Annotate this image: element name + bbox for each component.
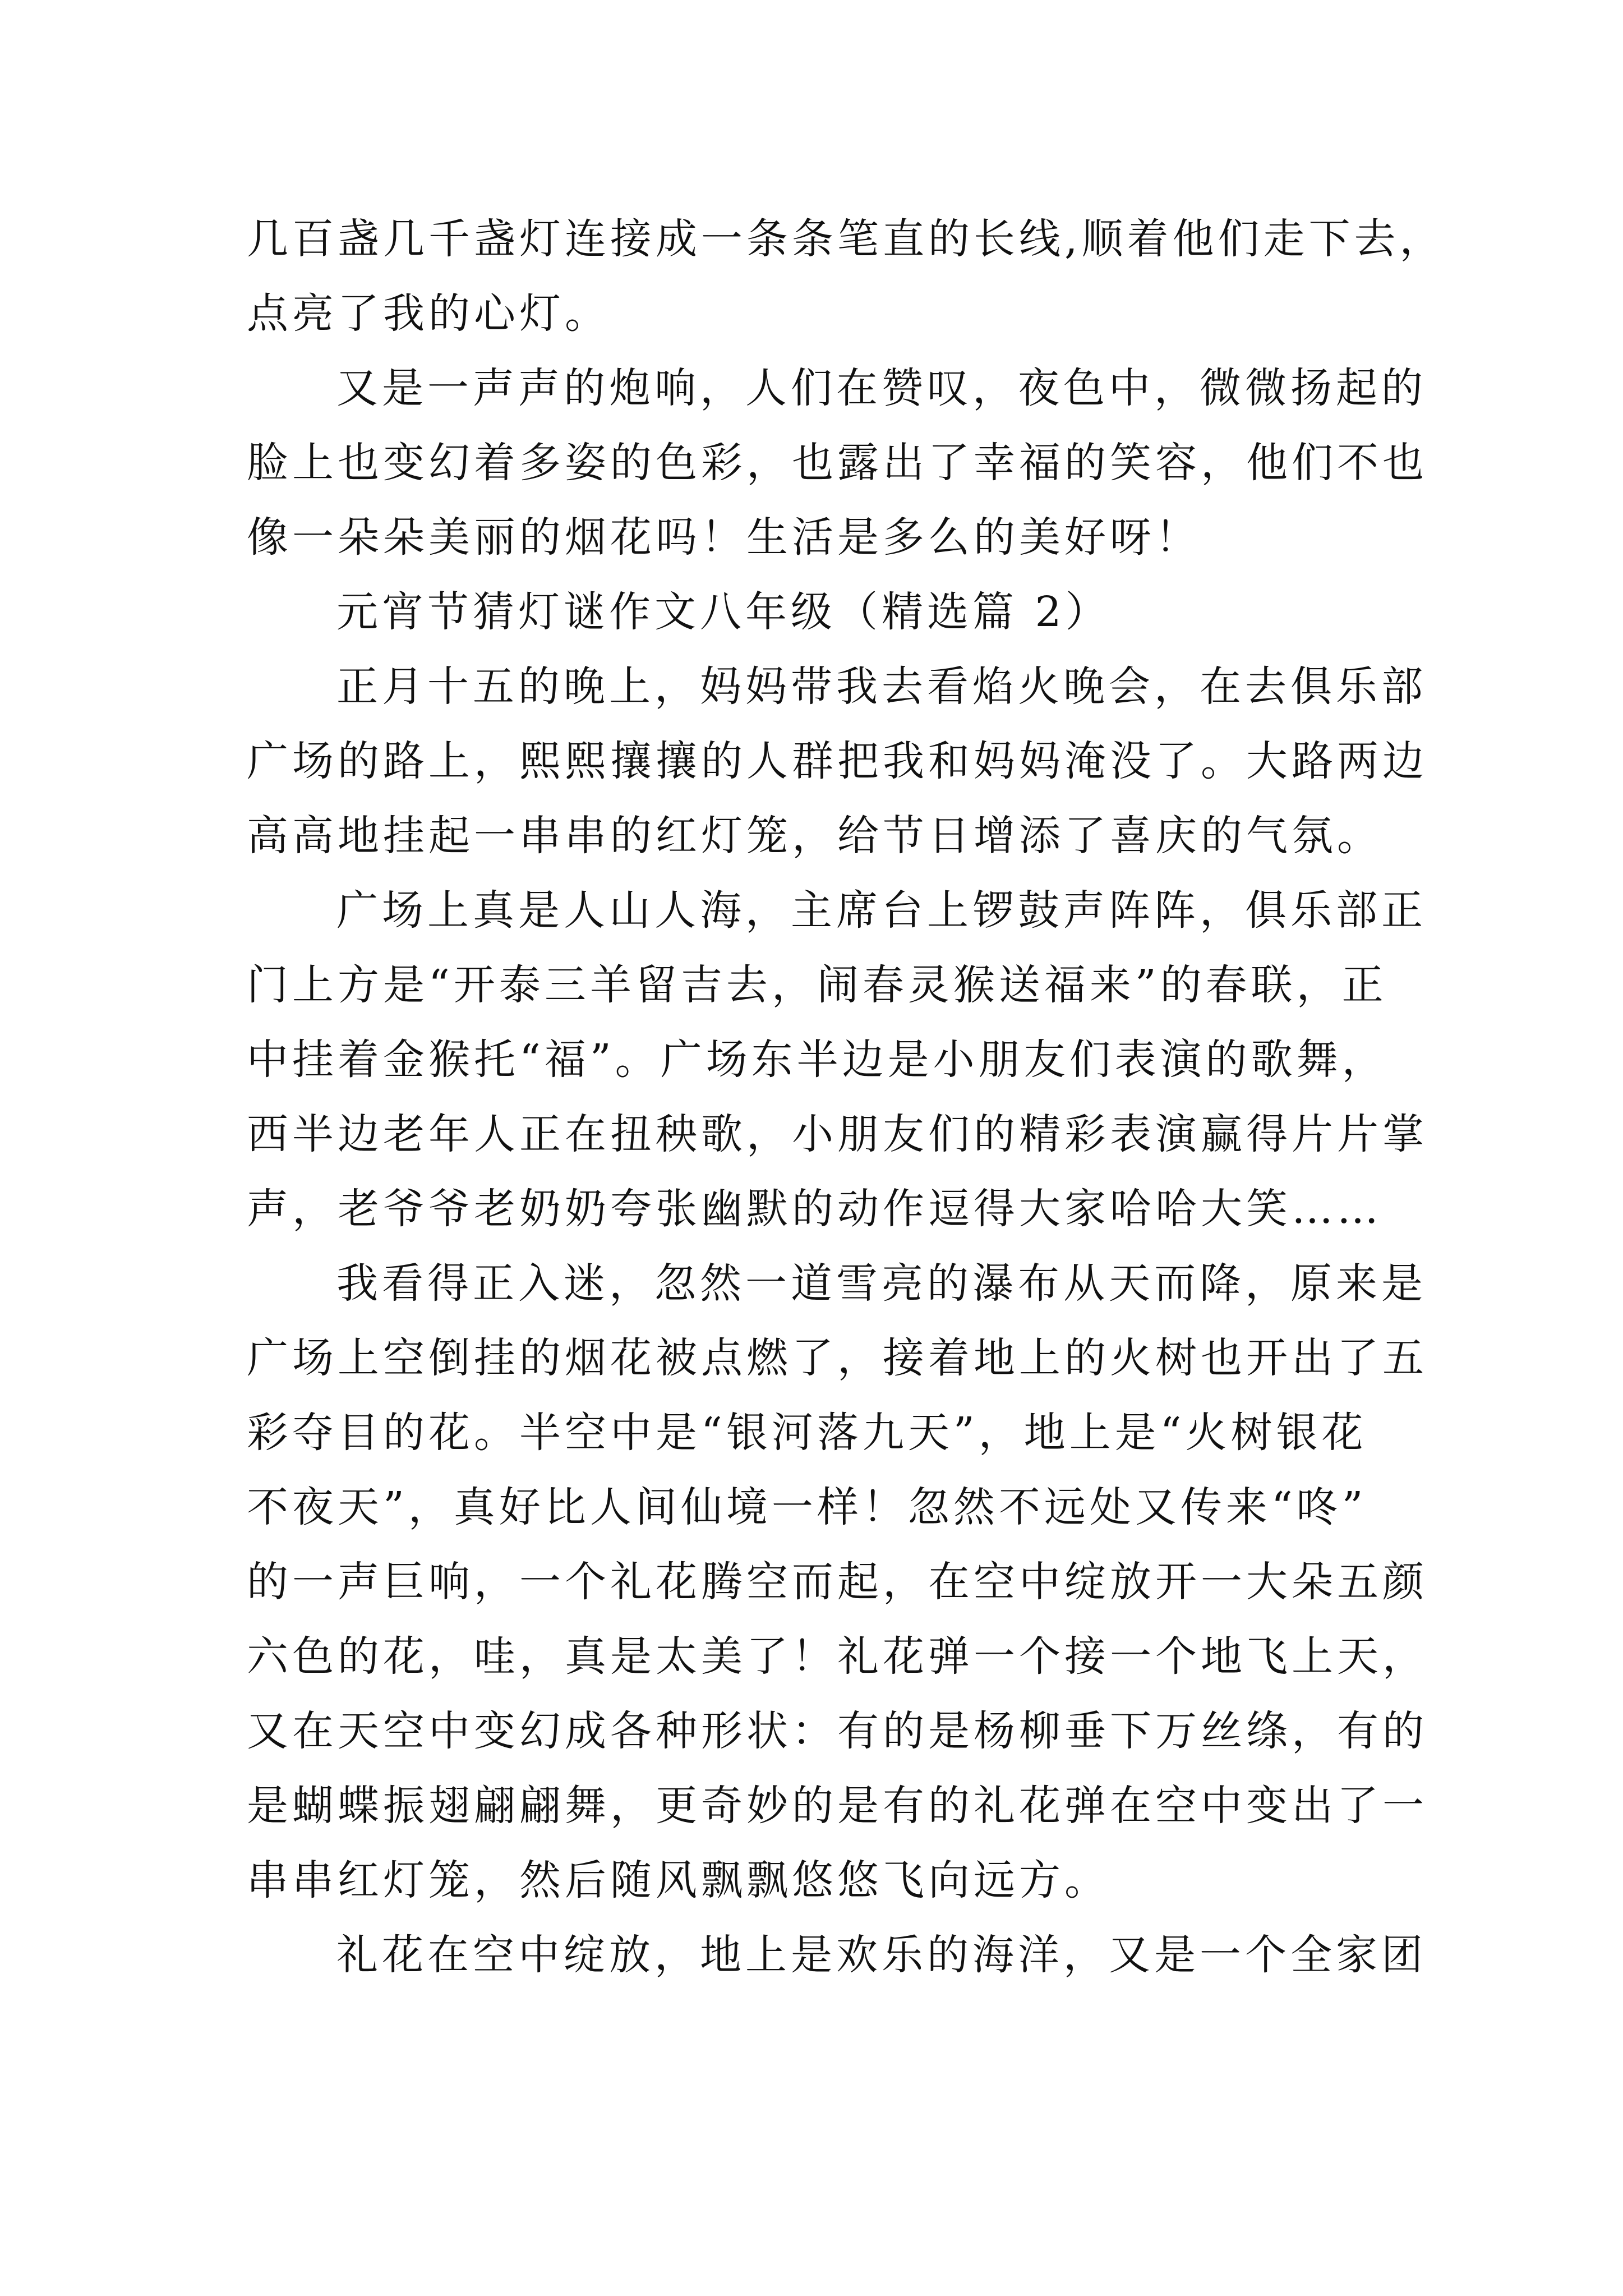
- text-line: 声，老爷爷老奶奶夸张幽默的动作逗得大家哈哈大笑……: [247, 1185, 1382, 1233]
- text-line: 西半边老年人正在扭秧歌，小朋友们的精彩表演赢得片片掌: [247, 1110, 1428, 1158]
- text-line: 几百盏几千盏灯连接成一条条笔直的长线,顺着他们走下去，: [247, 215, 1445, 263]
- text-line: 是蝴蝶振翅翩翩舞，更奇妙的是有的礼花弹在空中变出了一: [247, 1782, 1428, 1830]
- text-line: 广场上空倒挂的烟花被点燃了，接着地上的火树也开出了五: [247, 1334, 1428, 1382]
- text-line: 门上方是“开泰三羊留吉去，闹春灵猴送福来”的春联，正: [247, 961, 1387, 1009]
- text-line: 高高地挂起一串串的红灯笼，给节日增添了喜庆的气氛。: [247, 812, 1382, 860]
- text-line: 像一朵朵美丽的烟花吗！生活是多么的美好呀！: [247, 513, 1201, 562]
- text-line: 我看得正入迷，忽然一道雪亮的瀑布从天而降，原来是: [336, 1259, 1427, 1308]
- text-line: 正月十五的晚上，妈妈带我去看焰火晚会，在去俱乐部: [336, 662, 1427, 711]
- text-line: 礼花在空中绽放，地上是欢乐的海洋，又是一个全家团: [336, 1931, 1427, 1979]
- text-line: 不夜天”，真好比人间仙境一样！忽然不远处又传来“咚”: [247, 1483, 1367, 1531]
- essay-text: [247, 202, 1445, 1993]
- text-line: 广场上真是人山人海，主席台上锣鼓声阵阵，俱乐部正: [336, 886, 1427, 935]
- text-line: 点亮了我的心灯。: [247, 289, 610, 338]
- text-line: 六色的花，哇，真是太美了！礼花弹一个接一个地飞上天，: [247, 1632, 1428, 1681]
- section-title: 元宵节猜灯谜作文八年级（精选篇 2）: [336, 588, 1111, 636]
- text-line: 串串红灯笼，然后随风飘飘悠悠飞向远方。: [247, 1856, 1110, 1904]
- text-line: 脸上也变幻着多姿的色彩，也露出了幸福的笑容，他们不也: [247, 439, 1428, 487]
- text-line: 彩夺目的花。半空中是“银河落九天”，地上是“火树银花: [247, 1409, 1367, 1457]
- text-line: 中挂着金猴托“福”。广场东半边是小朋友们表演的歌舞，: [247, 1036, 1387, 1084]
- text-line: 又在天空中变幻成各种形状：有的是杨柳垂下万丝绦，有的: [247, 1707, 1428, 1755]
- text-line: 广场的路上，熙熙攘攘的人群把我和妈妈淹没了。大路两边: [247, 737, 1428, 785]
- text-line: 又是一声声的炮响，人们在赞叹，夜色中，微微扬起的: [336, 364, 1427, 412]
- text-line: 的一声巨响，一个礼花腾空而起，在空中绽放开一大朵五颜: [247, 1558, 1428, 1606]
